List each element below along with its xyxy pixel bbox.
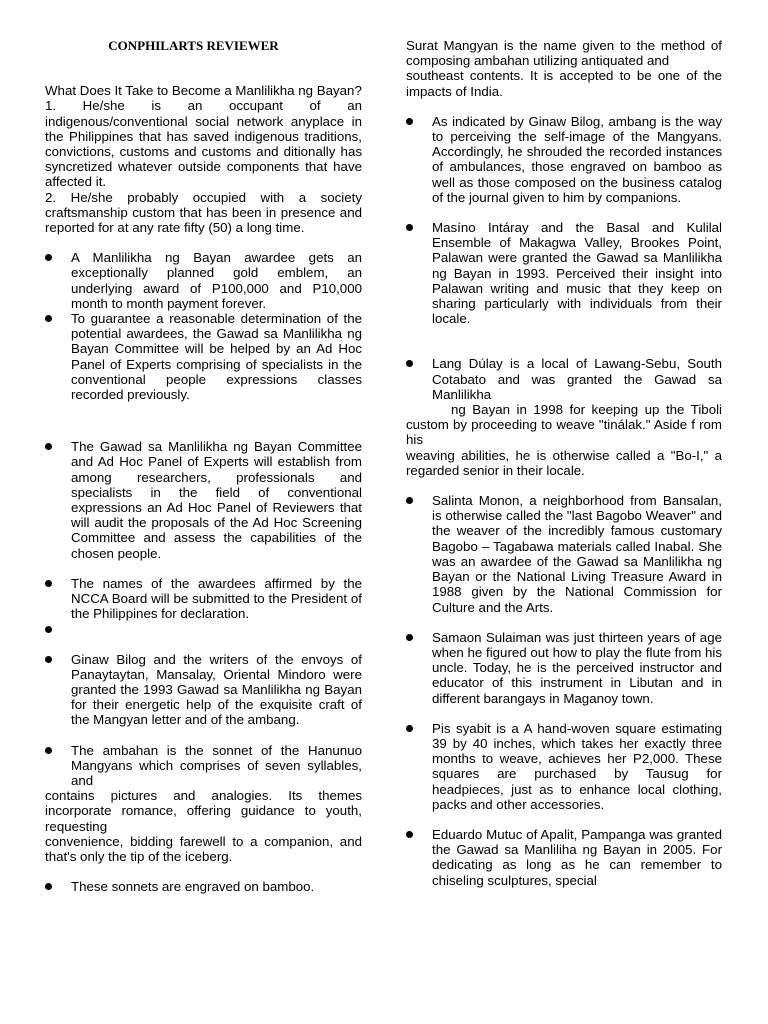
bullet-icon: [45, 580, 52, 587]
bullet-icon: [406, 634, 413, 641]
list-item: The Gawad sa Manlilikha ng Bayan Committee and Ad Hoc Panel of Experts will establish from among researchers, professionals and specialists in the field of conventional expressions an Ad Hoc Panel of Reviewers that will audit the proposals of the Ad Hoc Screening Committee and assess the capabilities of the chosen people.: [45, 439, 362, 561]
document-title: CONPHILARTS REVIEWER: [108, 38, 279, 53]
right-column: [406, 38, 722, 888]
bullet-icon: [45, 254, 52, 261]
list-item: These sonnets are engraved on bamboo.: [45, 879, 362, 894]
bullet-icon: [406, 831, 413, 838]
paragraph-continuation: convenience, bidding farewell to a companion, and that's only the tip of the iceberg.: [45, 833, 362, 864]
list-item: Masíno Intáray and the Basal and Kulilal Ensemble of Makagwa Valley, Brookes Point, Palawan were granted the Gawad sa Manlilikha ng Bayan in 1993. Perceived their insight into Palawan writing and music that they keep on sharing particularly with individuals from their locale.: [406, 220, 722, 326]
list-item: The ambahan is the sonnet of the Hanunuo Mangyans which comprises of seven syllables, and: [45, 743, 362, 789]
left-column: [45, 38, 362, 894]
list-item: To guarantee a reasonable determination of the potential awardees, the Gawad sa Manlilikha ng Bayan Committee will be helped by an Ad Hoc Panel of Experts comprising of specialists in the conventional people expressions classes recorded previously.: [45, 311, 362, 402]
list-item-empty: [45, 622, 362, 637]
bullet-icon: [45, 443, 52, 450]
intro-paragraph: southeast contents. It is accepted to be one of the impacts of India.: [406, 68, 722, 99]
requirement-2: 2. He/she probably occupied with a society craftsmanship custom that has been in presence and reported for at any rate fifty (50) a long time.: [45, 189, 362, 236]
bullet-icon: [406, 497, 413, 504]
requirement-1: 1. He/she is an occupant of an indigenous/conventional social network anyplace in the Philippines that has saved indigenous traditions, convictions, customs and customs and ditionally has syncretized whatever outside components that have affected it.: [45, 98, 362, 190]
list-item: A Manlilikha ng Bayan awardee gets an exceptionally planned gold emblem, an underlying award of P100,000 and P10,000 month to month payment forever.: [45, 250, 362, 311]
bullet-icon: [45, 626, 52, 633]
bullet-icon: [406, 224, 413, 231]
intro-paragraph: Surat Mangyan is the name given to the method of composing ambahan utilizing antiquated and: [406, 38, 722, 69]
paragraph-continuation: ng Bayan in 1998 for keeping up the Tiboli custom by proceeding to weave "tinálak." Aside f rom his: [406, 402, 722, 448]
list-item: Samaon Sulaiman was just thirteen years of age when he figured out how to play the flute from his uncle. Today, he is the perceived instructor and educator of this instrument in Libutan and in different barangays in Maganoy town.: [406, 630, 722, 706]
bullet-icon: [45, 883, 52, 890]
paragraph-continuation: contains pictures and analogies. Its themes incorporate romance, offering guidance to youth, requesting: [45, 788, 362, 834]
bullet-icon: [45, 747, 52, 754]
bullet-icon: [406, 118, 413, 125]
list-item: Eduardo Mutuc of Apalit, Pampanga was granted the Gawad sa Manliliha ng Bayan in 2005. For dedicating as long as he can remember to chiseling sculptures, special: [406, 827, 722, 888]
list-item: Ginaw Bilog and the writers of the envoys of Panaytaytan, Mansalay, Oriental Mindoro were granted the 1993 Gawad sa Manlilikha ng Bayan for their energetic help of the exquisite craft of the Mangyan letter and of the ambang.: [45, 652, 362, 728]
paragraph-continuation: weaving abilities, he is otherwise called a "Bo-I," a regarded senior in their locale.: [406, 447, 722, 478]
list-item: Pis syabit is a A hand-woven square estimating 39 by 40 inches, which takes her exactly three months to weave, achieves her P2,000. These squares are purchased by Tausug for headpieces, just as to enhance local clothing, packs and other accessories.: [406, 721, 722, 812]
list-item: Salinta Monon, a neighborhood from Bansalan, is otherwise called the "last Bagobo Weaver" and the weaver of the incredibly famous customary Bagobo – Tagabawa materials called Inabal. She was an awardee of the Gawad sa Manlilikha ng Bayan or the National Living Treasure Award in 1988 given by the National Commission for Culture and the Arts.: [406, 493, 722, 615]
list-item: As indicated by Ginaw Bilog, ambang is the way to perceiving the self-image of the Mangyans. Accordingly, he shrouded the recorded instances of ambulances, those engraved on bamboo as well as those composed on the business catalog of the journal given to him by companions.: [406, 114, 722, 205]
bullet-icon: [406, 360, 413, 367]
section-question: What Does It Take to Become a Manlilikha ng Bayan?: [45, 83, 362, 99]
list-item: Lang Dúlay is a local of Lawang-Sebu, South Cotabato and was granted the Gawad sa Manlilikha: [406, 356, 722, 402]
bullet-icon: [45, 656, 52, 663]
list-item: The names of the awardees affirmed by the NCCA Board will be submitted to the President of the Philippines for declaration.: [45, 576, 362, 622]
bullet-icon: [45, 315, 52, 322]
bullet-icon: [406, 725, 413, 732]
